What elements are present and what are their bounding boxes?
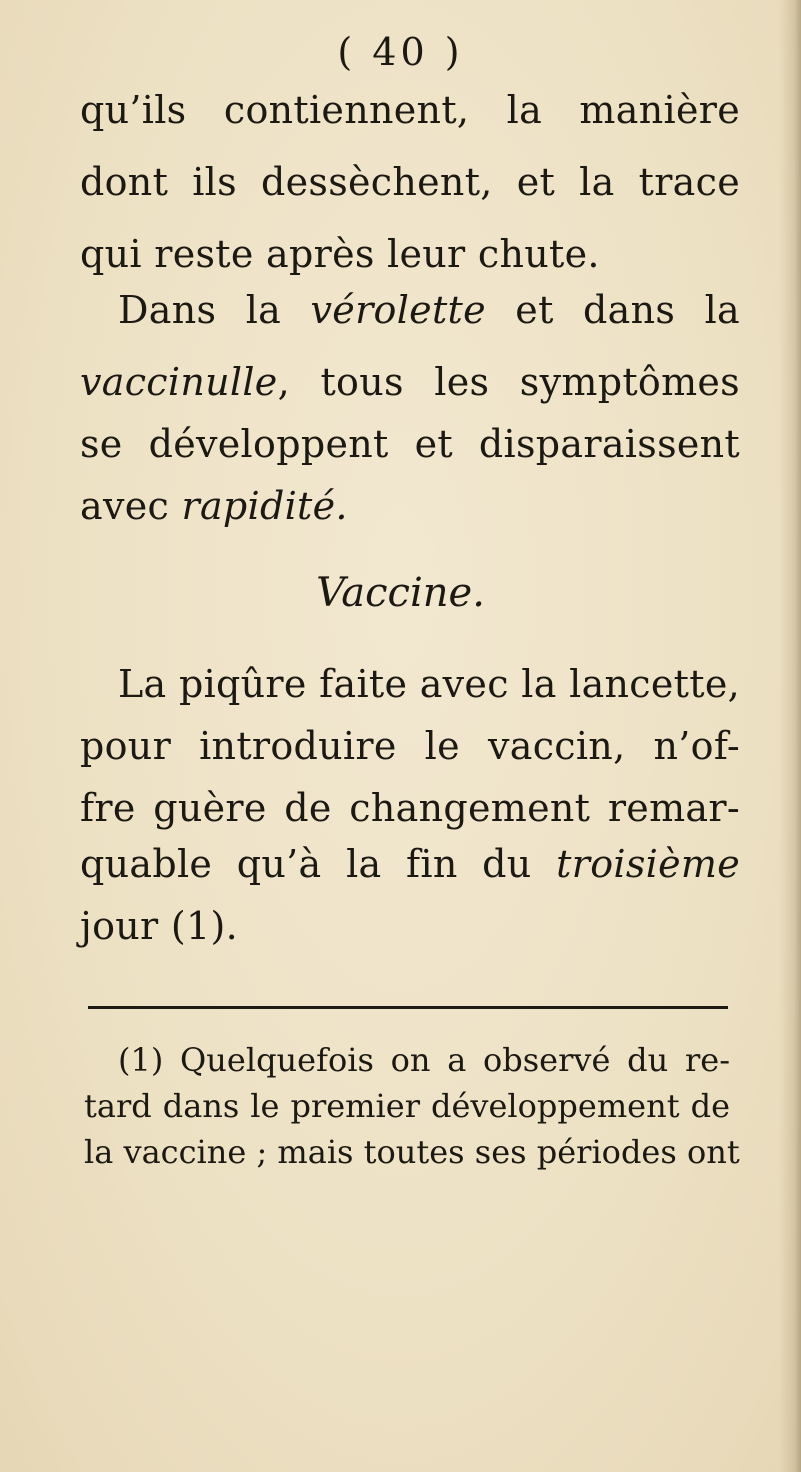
- section-heading: Vaccine.: [316, 570, 485, 616]
- italic-term-vaccinulle: vaccinulle: [80, 360, 278, 404]
- footnote-line: (1) Quelquefois on a observé du re-: [118, 1041, 730, 1079]
- text-line: [118, 286, 740, 334]
- text-line: qu’ils contiennent, la manière: [80, 88, 740, 132]
- italic-term-verolette: vérolette: [310, 288, 486, 332]
- text-line: pour introduire le vaccin, n’of-: [80, 724, 740, 768]
- text-line: [80, 358, 740, 406]
- text-line: qui reste après leur chute.: [80, 232, 600, 276]
- text-span: , tous les symptômes: [277, 360, 740, 404]
- text-line: fre guère de changement remar-: [80, 786, 740, 830]
- text-line: jour (1).: [80, 904, 238, 948]
- text-span: avec: [80, 484, 170, 528]
- text-line: [80, 482, 740, 530]
- text-span: Dans la: [118, 288, 282, 332]
- footnote-divider: [88, 1006, 728, 1009]
- italic-term-rapidite: rapidité.: [181, 484, 348, 528]
- page-edge-shadow: [779, 0, 801, 1472]
- text-span: et dans la: [515, 288, 741, 332]
- italic-term-troisieme: troisième: [556, 842, 740, 886]
- footnote-line: tard dans le premier développement de: [84, 1087, 730, 1125]
- text-line: dont ils dessèchent, et la trace: [80, 160, 740, 204]
- footnote-line: la vaccine ; mais toutes ses périodes ont: [84, 1133, 740, 1171]
- text-span: quable qu’à la fin du: [80, 842, 532, 886]
- text-line: se développent et disparaissent: [80, 422, 740, 466]
- text-line: [80, 840, 740, 888]
- page-number: ( 40 ): [337, 30, 464, 74]
- text-line: La piqûre faite avec la lancette,: [118, 662, 740, 706]
